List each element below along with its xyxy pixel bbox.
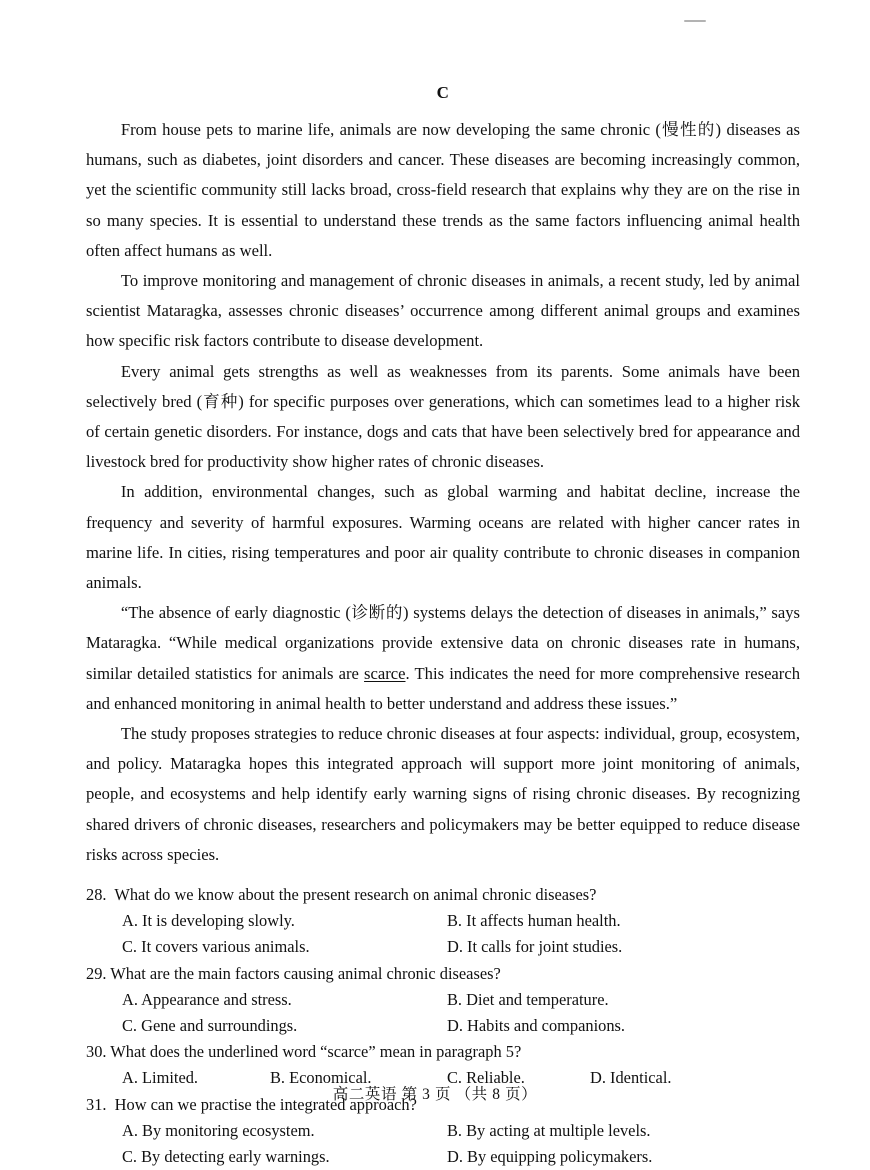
passage-paragraph-6: The study proposes strategies to reduce chronic diseases at four aspects: individual, group, ecosystem, and policy. Mataragka hopes this integrated approach will support more joint monitoring of animals, people, and ecosystems and help identify early warning signs of rising chronic diseases. By recognizing shared drivers of chronic diseases, researchers and policymakers may be better equipped to reduce disease risks across species.: [86, 724, 800, 864]
option-31-d[interactable]: D. By equipping policymakers.: [447, 1147, 653, 1167]
option-31-b[interactable]: B. By acting at multiple levels.: [447, 1120, 651, 1140]
option-row: [122, 934, 800, 960]
option-29-b[interactable]: B. Diet and temperature.: [447, 989, 609, 1009]
option-30-a[interactable]: A. Limited.: [122, 1068, 199, 1088]
option-28-c[interactable]: C. It covers various animals.: [122, 937, 310, 957]
option-30-d[interactable]: D. Identical.: [590, 1068, 672, 1088]
page-footer: 高二英语 第 3 页 （共 8 页）: [332, 1086, 538, 1103]
scan-artifact-mark: [684, 20, 706, 22]
quote-text-before-underline: “The absence of early diagnostic (诊断的) systems delays the detection of diseases in animals,” says Mataragka. “While medical organizations provide extensive data on chronic diseases rate in humans, similar detailed statistics for animals are: [86, 603, 800, 683]
section-letter-heading: C: [436, 83, 450, 102]
question-29-options: [86, 987, 800, 1039]
question-28-options: [86, 908, 800, 960]
question-29: [86, 961, 800, 1040]
passage-paragraph-3: Every animal gets strengths as well as weaknesses from its parents. Some animals have been selectively bred (育种) for specific purposes over generations, which can sometimes lead to a higher risk of certain genetic disorders. For instance, dogs and cats that have been selectively bred for appearance and livestock bred for productivity show higher rates of chronic diseases.: [86, 361, 800, 472]
question-29-stem: 29. What are the main factors causing animal chronic diseases?: [86, 963, 501, 983]
option-29-a[interactable]: A. Appearance and stress.: [122, 989, 292, 1009]
option-29-d[interactable]: D. Habits and companions.: [447, 1016, 625, 1036]
question-28: [86, 882, 800, 961]
option-row: [122, 1144, 800, 1170]
page-content: [86, 84, 800, 1170]
question-30-stem: 30. What does the underlined word “scarce” mean in paragraph 5?: [86, 1042, 522, 1062]
option-row: [122, 987, 800, 1013]
questions-section: [86, 882, 800, 1170]
quote-text-after-underline: . This indicates the need for more comprehensive research and enhanced monitoring in animal health to better understand and address these issues.”: [86, 663, 800, 713]
question-31-options: [86, 1118, 800, 1170]
option-31-a[interactable]: A. By monitoring ecosystem.: [122, 1120, 315, 1140]
option-row: [122, 908, 800, 934]
option-row: [122, 1013, 800, 1039]
option-31-c[interactable]: C. By detecting early warnings.: [122, 1147, 330, 1167]
option-30-c[interactable]: C. Reliable.: [447, 1068, 525, 1088]
passage-paragraph-1: From house pets to marine life, animals are now developing the same chronic (慢性的) diseases as humans, such as diabetes, joint disorders and cancer. These diseases are becoming increasingly common, yet the scientific community still lacks broad, cross-field research that explains why they are on the rise in so many species. It is essential to understand these trends as the same factors influencing animal health often affect humans as well.: [86, 120, 800, 260]
underlined-word-scarce: scarce: [364, 663, 406, 683]
option-28-d[interactable]: D. It calls for joint studies.: [447, 937, 623, 957]
option-row: [122, 1118, 800, 1144]
option-30-b[interactable]: B. Economical.: [270, 1068, 372, 1088]
question-31-stem: 31. How can we practise the integrated approach?: [86, 1094, 417, 1114]
option-28-a[interactable]: A. It is developing slowly.: [122, 911, 295, 931]
passage-paragraph-4: In addition, environmental changes, such as global warming and habitat decline, increase the frequency and severity of harmful exposures. Warming oceans are related with higher cancer rates in marine life. In cities, rising temperatures and poor air quality contribute to chronic diseases in companion animals.: [86, 482, 800, 593]
passage-paragraph-5: [86, 598, 800, 719]
question-28-stem: 28. What do we know about the present research on animal chronic diseases?: [86, 885, 597, 905]
passage-paragraph-2: To improve monitoring and management of chronic diseases in animals, a recent study, led by animal scientist Mataragka, assesses chronic diseases’ occurrence among different animal groups and examines how specific risk factors contribute to disease development.: [86, 271, 800, 351]
option-28-b[interactable]: B. It affects human health.: [447, 911, 621, 931]
option-29-c[interactable]: C. Gene and surroundings.: [122, 1016, 298, 1036]
